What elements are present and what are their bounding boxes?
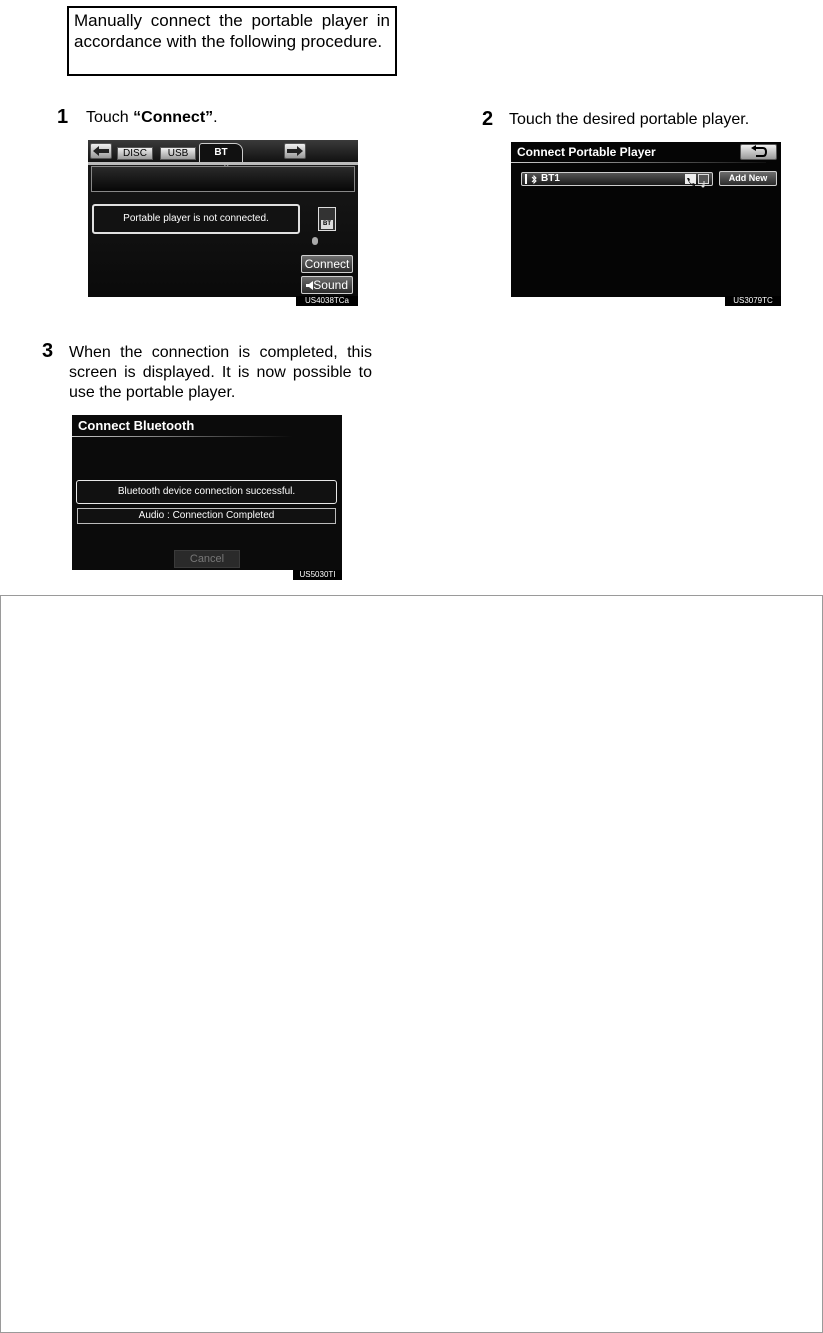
music-note-glyph: [699, 180, 708, 188]
right-arrow-icon: [285, 144, 305, 158]
sound-button[interactable]: [301, 276, 353, 294]
screen3-code: US5030TI: [293, 570, 342, 580]
right-arrow-button[interactable]: [284, 143, 306, 159]
back-icon: [741, 145, 776, 159]
device-name: BT1: [541, 173, 560, 184]
step-1-quoted: “Connect”: [133, 109, 214, 126]
bluetooth-icon: [531, 175, 538, 184]
step-1-after: .: [213, 109, 218, 126]
step-3-text: When the connection is completed, this screen is displayed. It is now possible to use the portable player.: [69, 344, 372, 401]
step-2-number: 2: [482, 108, 494, 130]
step-3-number: 3: [42, 340, 54, 362]
speaker-icon: [305, 280, 315, 291]
connection-status: Audio : Connection Completed: [77, 508, 336, 524]
sound-label: Sound: [313, 278, 348, 292]
back-button[interactable]: [740, 144, 777, 160]
tab-usb[interactable]: USB: [160, 147, 196, 160]
instruction-note: Manually connect the portable player in accordance with the following procedure.: [67, 6, 397, 76]
screen-connect-portable-player: [511, 142, 781, 297]
screen1-code: US4038TCa: [296, 296, 358, 306]
device-row-bt1[interactable]: [521, 172, 713, 186]
screen2-code: US3079TC: [725, 296, 781, 306]
track-info-bar: [91, 166, 355, 192]
music-note-icon: [698, 174, 709, 184]
cancel-button[interactable]: Cancel: [174, 550, 240, 568]
tab-disc[interactable]: DISC: [117, 147, 153, 160]
step-2-text: Touch the desired portable player.: [509, 111, 750, 128]
phone-glyph: [685, 177, 696, 187]
left-arrow-button[interactable]: [90, 143, 112, 159]
screen-bt-audio: [88, 140, 358, 297]
bt-device-icon: [318, 207, 336, 231]
empty-panel-frame: [0, 595, 823, 1333]
status-dot-icon: [312, 237, 318, 245]
add-new-button[interactable]: Add New: [719, 171, 777, 186]
step-1-before: Touch: [86, 109, 134, 126]
phone-icon: [685, 174, 696, 184]
screen2-title: Connect Portable Player: [517, 145, 656, 159]
step-1-text: [86, 109, 218, 127]
not-connected-message: Portable player is not connected.: [92, 204, 300, 234]
success-message: Bluetooth device connection successful.: [76, 480, 337, 504]
connect-button[interactable]: Connect: [301, 255, 353, 273]
left-arrow-icon: [91, 144, 111, 158]
title-underline: [72, 436, 292, 437]
tab-underline: [88, 162, 358, 165]
step-1-number: 1: [57, 106, 69, 128]
screen3-title: Connect Bluetooth: [78, 418, 195, 433]
title-underline: [511, 162, 766, 163]
bt-device-label: BT: [323, 221, 331, 227]
tab-bt-audio[interactable]: BT: [199, 143, 243, 163]
screen-connect-bluetooth: [72, 415, 342, 570]
selection-marker: [525, 174, 527, 184]
